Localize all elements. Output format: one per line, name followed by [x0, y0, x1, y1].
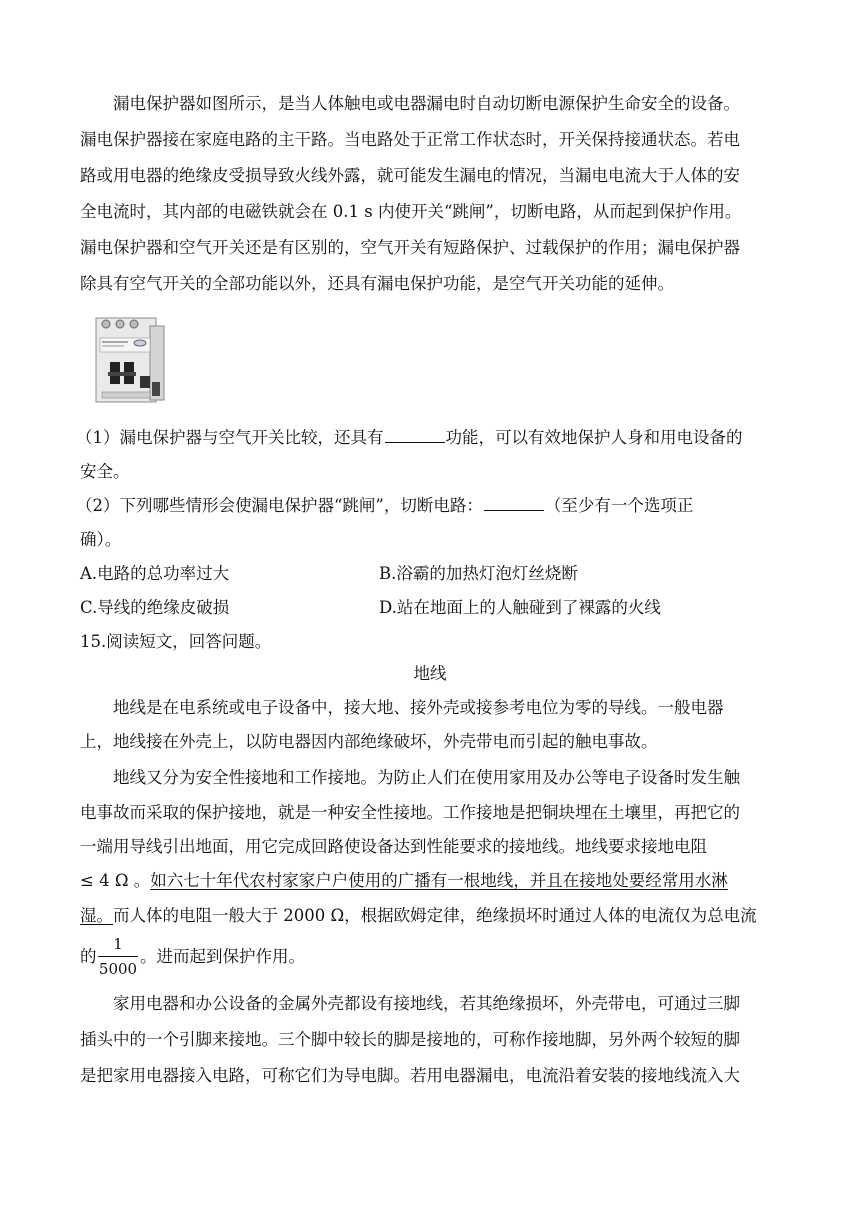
fraction [98, 934, 138, 979]
question-1: （1）漏电保护器与空气开关比较，还具有 功能，可以有效地保护人身和用电设备的 [76, 428, 743, 447]
passage-line: 。进而起到保护作用。 [140, 947, 305, 966]
underlined-text: 湿。 [80, 906, 113, 925]
passage-line: 全电流时，其内部的电磁铁就会在 0.1 s 内使开关“跳闸”，切断电路，从而起到保护作用。 [80, 202, 742, 221]
option-a: A.电路的总功率过大 [80, 564, 230, 583]
passage-line: 湿。而人体的电阻一般大于 2000 Ω，根据欧姆定律，绝缘损坏时通过人体的电流仅为总电流 [80, 906, 757, 925]
question-2-continued: 确）。 [80, 530, 122, 549]
passage-line: 漏电保护器和空气开关还是有区别的，空气开关有短路保护、过载保护的作用；漏电保护器 [80, 238, 740, 257]
passage-line: 电事故而采取的保护接地，就是一种安全性接地。工作接地是把铜块埋在土壤里，再把它的 [80, 803, 740, 822]
passage-line: 地线是在电系统或电子设备中，接大地、接外壳或接参考电位为零的导线。一般电器 [113, 698, 724, 717]
passage-line: 一端用导线引出地面，用它完成回路使设备达到性能要求的接地线。地线要求接地电阻 [80, 837, 707, 856]
passage-line: 上，地线接在外壳上，以防电器因内部绝缘破坏，外壳带电而引起的触电事故。 [80, 732, 658, 751]
leakage-protector-image [88, 312, 178, 410]
passage-line: 路或用电器的绝缘皮受损导致火线外露，就可能发生漏电的情况，当漏电电流大于人体的安 [80, 166, 740, 185]
passage-line: 地线又分为安全性接地和工作接地。为防止人们在使用家用及办公等电子设备时发生触 [113, 768, 740, 787]
question-1-continued: 安全。 [80, 462, 130, 481]
passage-line: 除具有空气开关的全部功能以外，还具有漏电保护功能，是空气开关功能的延伸。 [80, 274, 674, 293]
passage-line: 插头中的一个引脚来接地。三个脚中较长的脚是接地的，可称作接地脚，另外两个较短的脚 [80, 1030, 740, 1049]
passage-line: 是把家用电器接入电路，可称它们为导电脚。若用电器漏电，电流沿着安装的接地线流入大 [80, 1066, 740, 1085]
underlined-text: 如六七十年代农村家家户户使用的广播有一根地线，并且在接地处要经常用水淋 [150, 871, 728, 890]
fraction-denominator: 5000 [98, 960, 138, 978]
passage-line: 漏电保护器接在家庭电路的主干路。当电路处于正常工作状态时，开关保持接通状态。若电 [80, 130, 740, 149]
option-c: C.导线的绝缘皮破损 [80, 598, 230, 617]
option-b: B.浴霸的加热灯泡灯丝烧断 [379, 564, 578, 583]
question-2: （2）下列哪些情形会使漏电保护器“跳闸”，切断电路： （至少有一个选项正 [76, 496, 694, 515]
fraction-numerator: 1 [113, 935, 123, 953]
passage-line: ≤ 4 Ω 。如六七十年代农村家家户户使用的广播有一根地线，并且在接地处要经常用水淋 [80, 871, 728, 890]
fraction-bar [98, 956, 138, 957]
passage-line: 的 [80, 947, 97, 966]
passage-line: 家用电器和办公设备的金属外壳都设有接地线，若其绝缘损坏，外壳带电，可通过三脚 [113, 994, 740, 1013]
passage-line: 漏电保护器如图所示，是当人体触电或电器漏电时自动切断电源保护生命安全的设备。 [113, 94, 740, 113]
answer-blank[interactable] [484, 496, 544, 511]
option-d: D.站在地面上的人触碰到了裸露的火线 [379, 598, 661, 617]
answer-blank[interactable] [385, 428, 445, 443]
passage-title: 地线 [413, 664, 447, 683]
question-15-heading: 15.阅读短文，回答问题。 [80, 632, 272, 651]
